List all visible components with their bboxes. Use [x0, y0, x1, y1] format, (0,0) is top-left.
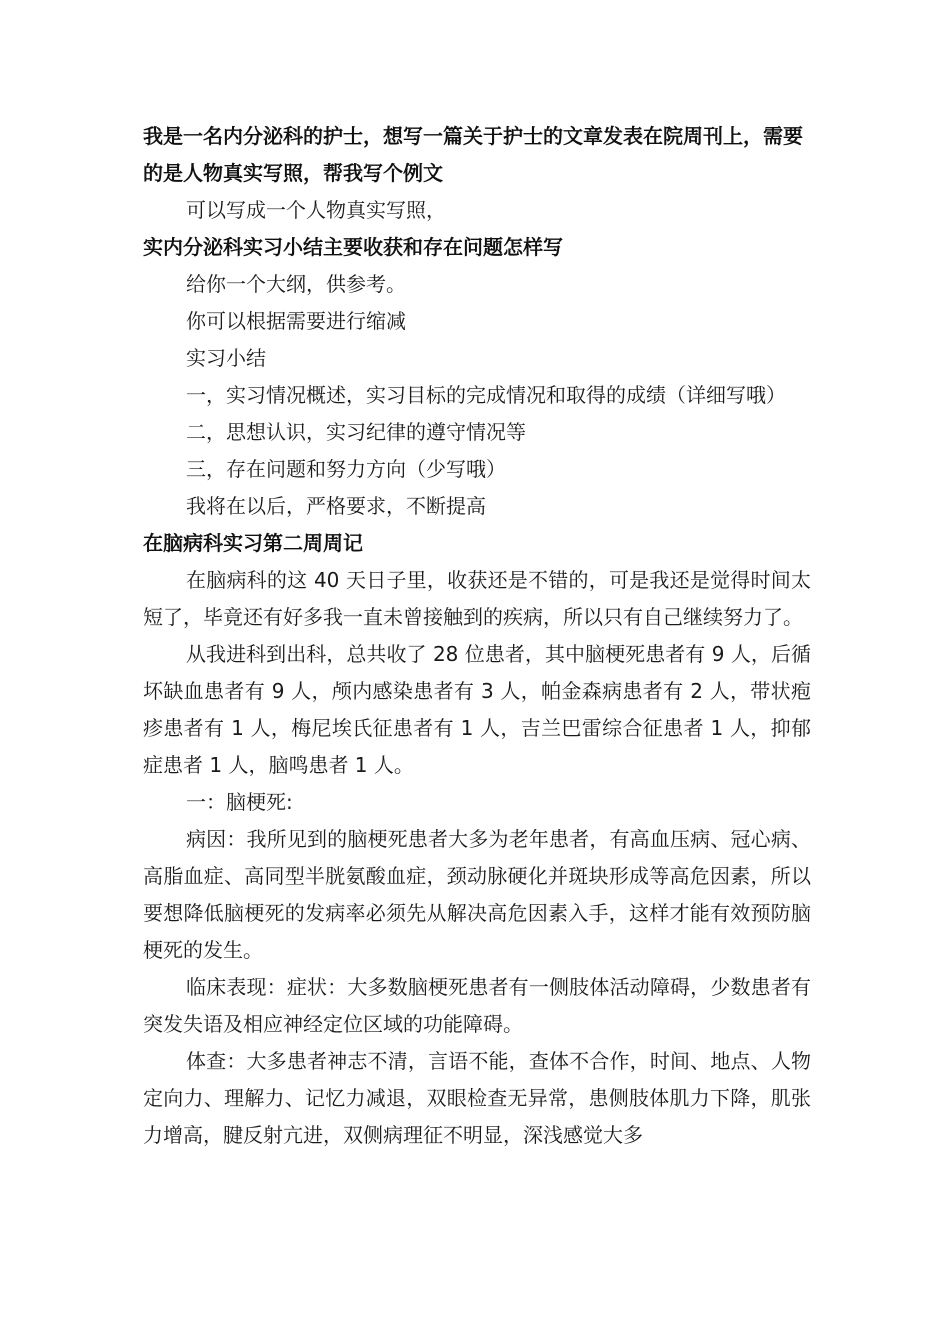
heading-nurse-article-question: 我是一名内分泌科的护士，想写一篇关于护士的文章发表在院周刊上，需要的是人物真实写照，帮我写个例文 — [143, 124, 803, 185]
paragraph: 我将在以后，严格要求，不断提高 — [186, 494, 486, 518]
outline-item-3: 三，存在问题和努力方向（少写哦） — [186, 457, 506, 481]
paragraph: 从我进科到出科，总共收了 28 位患者，其中脑梗死患者有 9 人，后循坏缺血患者有 9 人，颅内感染患者有 3 人，帕金森病患者有 2 人，带状疱疹患者有 1 人，梅尼埃氏征患者有 1 人，吉兰巴雷综合征患者 1 人，抑郁症患者 1 人，脑鸣患者 1 人。 — [143, 642, 811, 777]
paragraph-etiology: 病因：我所见到的脑梗死患者大多为老年患者，有高血压病、冠心病、高脂血症、高同型半胱氨酸血症，颈动脉硬化并斑块形成等高危因素，所以要想降低脑梗死的发病率必须先从解决高危因素入手，这样才能有效预防脑梗死的发生。 — [143, 827, 811, 962]
heading-weekly-journal: 在脑病科实习第二周周记 — [143, 531, 363, 555]
section-label-cerebral-infarction: 一：脑梗死: — [186, 790, 293, 814]
document-body — [143, 118, 811, 1154]
heading-internship-summary-question: 实内分泌科实习小结主要收获和存在问题怎样写 — [143, 235, 563, 259]
paragraph: 在脑病科的这 40 天日子里，收获还是不错的，可是我还是觉得时间太短了，毕竟还有好多我一直未曾接触到的疾病，所以只有自己继续努力了。 — [143, 568, 811, 629]
outline-item-2: 二，思想认识，实习纪律的遵守情况等 — [186, 420, 526, 444]
outline-item-1: 一，实习情况概述，实习目标的完成情况和取得的成绩（详细写哦） — [186, 383, 786, 407]
paragraph: 给你一个大纲，供参考。 — [186, 272, 406, 296]
paragraph: 实习小结 — [186, 346, 266, 370]
paragraph-physical-exam: 体查：大多患者神志不清，言语不能，查体不合作，时间、地点、人物定向力、理解力、记忆力减退，双眼检查无异常，患侧肢体肌力下降，肌张力增高，腱反射亢进，双侧病理征不明显，深浅感觉大多 — [143, 1049, 811, 1147]
paragraph: 可以写成一个人物真实写照， — [186, 198, 446, 222]
paragraph: 你可以根据需要进行缩减 — [186, 309, 406, 333]
paragraph-clinical-manifestation: 临床表现：症状：大多数脑梗死患者有一侧肢体活动障碍，少数患者有突发失语及相应神经定位区域的功能障碍。 — [143, 975, 811, 1036]
